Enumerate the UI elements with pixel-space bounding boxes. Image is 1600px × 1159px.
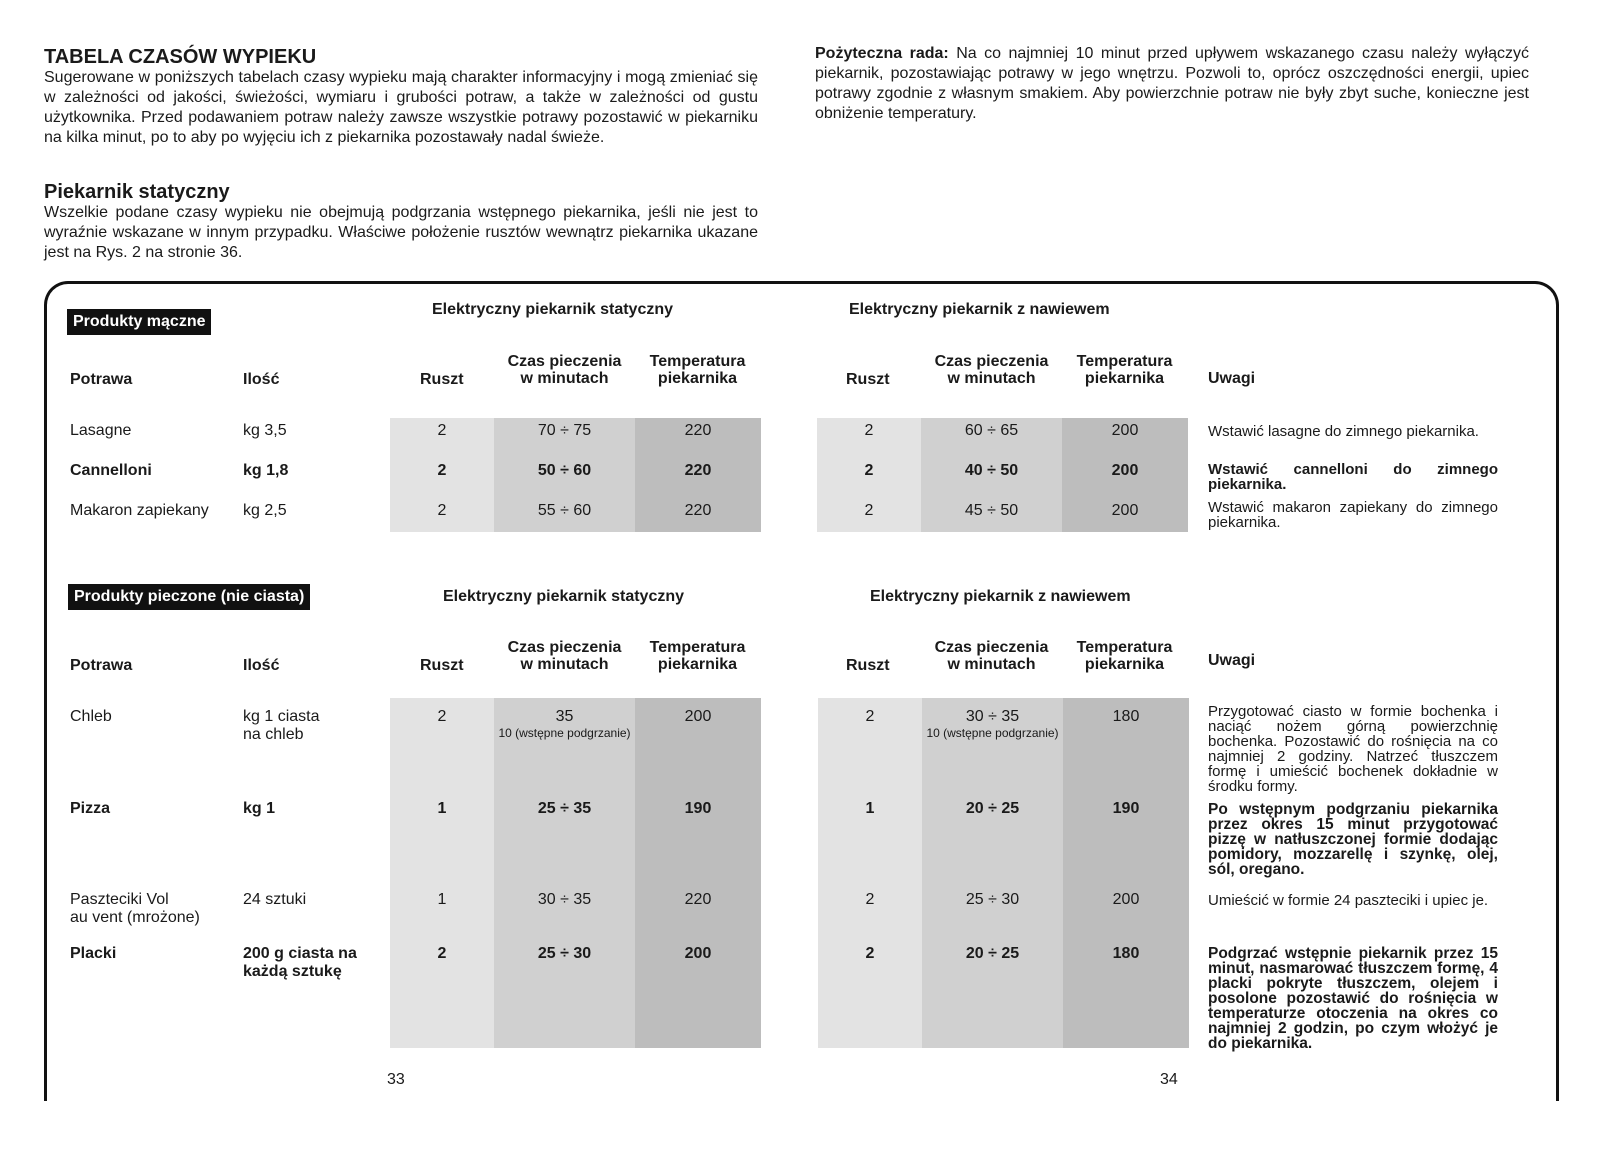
table-cell: 70 ÷ 75 [537,422,592,439]
table-cell: 200 [1112,891,1140,908]
table2-time-fan-shade [922,698,1063,1048]
table-cell: 180 [1112,945,1140,962]
table-cell: 200 g ciasta na każdą sztukę [243,945,357,980]
table-cell: 30 ÷ 35 10 (wstępne podgrzanie) [926,708,1059,740]
table-cell: kg 1 [243,800,276,817]
table2-rack-shade [390,698,494,1048]
table-note: Wstawić makaron zapiekany do zimnego piekarnika. [1208,499,1498,531]
table2-col-time: Czas pieczenia w minutach [507,639,622,673]
table-cell: 50 ÷ 60 [537,462,592,479]
table-cell: 200 [1111,422,1139,439]
table-cell: 25 ÷ 35 [537,800,592,817]
table-cell: 220 [684,422,712,439]
table-cell: kg 3,5 [243,422,287,439]
tip-paragraph [815,44,1529,124]
table-cell: 25 ÷ 30 [537,945,592,962]
table2-col-temp: Temperatura piekarnika [649,639,746,673]
table-cell: kg 1,8 [243,462,289,479]
table-cell: 35 10 (wstępne podgrzanie) [498,708,631,740]
table2-col-dish: Potrawa [70,657,133,674]
table-cell: Cannelloni [70,462,152,479]
table2-col-temp-fan: Temperatura piekarnika [1076,639,1173,673]
tip-label: Pożyteczna rada: [815,45,949,62]
table2-col-qty: Ilość [243,657,280,674]
table-cell: 2 [865,708,875,725]
table-cell: 2 [865,891,875,908]
static-oven-paragraph: Wszelkie podane czasy wypieku nie obejmują podgrzania wstępnego piekarnika, jeśli nie jest to wyraźnie wskazane w innym przypadku. Właściwe położenie rusztów wewnątrz piekarnika ukazane jest na Rys. 2 na stronie 36. [44,204,758,261]
table-cell: 2 [437,422,447,439]
table-note: Przygotować ciasto w formie bochenka i naciąć nożem górną powierzchnię bochenka. Pozostawić do rośnięcia na co najmniej 2 godziny. Natrzeć tłuszczem formę i umieścić bochenek dokładnie w środku formy. [1208,703,1498,795]
table-note: Podgrzać wstępnie piekarnik przez 15 minut, nasmarować tłuszczem formę, 4 placki pokryte tłuszczem, olejem i posolone pozostawić do rośnięcia w temperaturze otoczenia na okres co najmniej 2 godzin, po czym włożyć je do piekarnika. [1208,945,1498,1052]
table-cell: 2 [437,945,447,962]
page-number-left: 33 [387,1071,405,1088]
table-cell: Placki [70,945,117,962]
table-note: Wstawić lasagne do zimnego piekarnika. [1208,423,1479,440]
table1-static-oven-title: Elektryczny piekarnik statyczny [432,301,674,318]
table1-col-dish: Potrawa [70,371,133,388]
section-subtitle: Piekarnik statyczny [44,181,230,203]
table2-fan-oven-title: Elektryczny piekarnik z nawiewem [870,588,1131,605]
table-cell: 1 [865,800,875,817]
table-cell: Lasagne [70,422,132,439]
table-cell: 40 ÷ 50 [964,462,1019,479]
table1-col-temp: Temperatura piekarnika [649,353,746,387]
table2-label: Produkty pieczone (nie ciasta) [68,584,310,610]
table-cell: Chleb [70,708,112,725]
table-cell: 20 ÷ 25 [965,945,1020,962]
table1-label: Produkty mączne [67,309,211,335]
page-number-right: 34 [1160,1071,1178,1088]
table-cell: 2 [437,708,447,725]
table-cell: kg 1 ciasta na chleb [243,708,320,743]
page-title: TABELA CZASÓW WYPIEKU [44,46,317,68]
table2-static-oven-title: Elektryczny piekarnik statyczny [443,588,685,605]
table1-col-notes: Uwagi [1208,370,1256,387]
table2-col-notes: Uwagi [1208,652,1256,669]
table1-col-rack: Ruszt [420,371,464,388]
table-cell: 200 [684,708,712,725]
table-cell: 200 [684,945,712,962]
table-cell: 60 ÷ 65 [964,422,1019,439]
tip-text: Na co najmniej 10 minut przed upływem wskazanego czasu należy wyłączyć piekarnik, pozostawiając potrawy w jego wnętrzu. Pozwoli to, oprócz oszczędności energii, upiec potrawy zgodnie z własnym smakiem. Aby powierzchnie potraw nie były zbyt suche, konieczne jest obniżenie temperatury. [815,45,1529,122]
table2-temp-shade [635,698,761,1048]
table-cell: 180 [1112,708,1140,725]
table-cell: 190 [1112,800,1140,817]
table-cell: 200 [1111,462,1139,479]
table-cell: 2 [864,502,874,519]
table-cell: 2 [437,462,447,479]
table-cell: Pizza [70,800,111,817]
table2-rack-fan-shade [818,698,922,1048]
table2-col-time-fan: Czas pieczenia w minutach [934,639,1049,673]
table-note: Umieścić w formie 24 paszteciki i upiec je. [1208,892,1489,909]
table-cell: 2 [865,945,875,962]
table1-col-temp-fan: Temperatura piekarnika [1076,353,1173,387]
table1-col-time: Czas pieczenia w minutach [507,353,622,387]
table-cell: 20 ÷ 25 [965,800,1020,817]
table-cell: 1 [437,800,447,817]
table-cell: 1 [437,891,447,908]
table-cell: 200 [1111,502,1139,519]
table-cell: 45 ÷ 50 [964,502,1019,519]
table-cell: 2 [864,462,874,479]
table1-col-qty: Ilość [243,371,280,388]
table-cell: Paszteciki Vol au vent (mrożone) [70,891,200,926]
table-note: Wstawić cannelloni do zimnego piekarnika. [1208,461,1498,493]
table-cell: 220 [684,502,712,519]
table-cell: 25 ÷ 30 [965,891,1020,908]
table1-fan-oven-title: Elektryczny piekarnik z nawiewem [849,301,1110,318]
table2-temp-fan-shade [1063,698,1189,1048]
table1-col-rack-fan: Ruszt [846,371,890,388]
table2-col-rack-fan: Ruszt [846,657,890,674]
table-cell: 2 [864,422,874,439]
table-cell: 24 sztuki [243,891,307,908]
table-cell: 55 ÷ 60 [537,502,592,519]
table-cell: 220 [684,891,712,908]
table1-col-time-fan: Czas pieczenia w minutach [934,353,1049,387]
table-cell: 2 [437,502,447,519]
table-cell: 190 [684,800,712,817]
table-cell: Makaron zapiekany [70,502,209,519]
table-cell: kg 2,5 [243,502,287,519]
table-note: Po wstępnym podgrzaniu piekarnika przez okres 15 minut przygotować pizzę w natłuszczonej formie dodając pomidory, mozzarellę i szynkę, olej, sól, oregano. [1208,801,1498,878]
table-cell: 220 [684,462,712,479]
table2-time-shade [494,698,635,1048]
table-cell: 30 ÷ 35 [537,891,592,908]
table2-col-rack: Ruszt [420,657,464,674]
intro-paragraph: Sugerowane w poniższych tabelach czasy wypieku mają charakter informacyjny i mogą zmieniać się w zależności od jakości, świeżości, wymiaru i grubości potraw, a także w zależności od gustu użytkownika. Przed podawaniem potraw należy zawsze wszystkie potrawy pozostawić w piekarniku na kilka minut, po to aby po wyjęciu ich z piekarnika pozostawały nadal świeże. [44,69,758,146]
